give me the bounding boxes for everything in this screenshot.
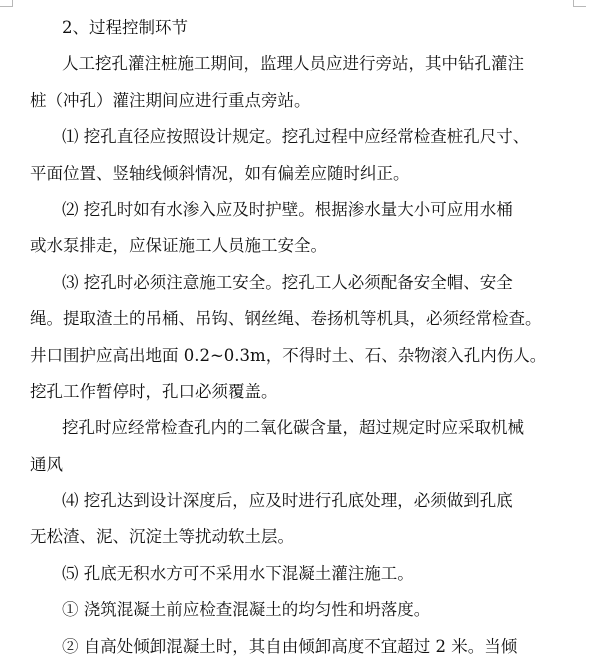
paragraph-line: 挖孔时应经常检查孔内的二氧化碳含量，超过规定时应采取机械 [62, 418, 524, 438]
paragraph-line: 通风 [30, 454, 63, 474]
list-item-line: ⑶ 挖孔时必须注意施工安全。挖孔工人必须配备安全帽、安全 [62, 272, 513, 292]
list-item-line: ① 浇筑混凝土前应检查混凝土的均匀性和坍落度。 [62, 600, 431, 620]
list-item-line: ⑷ 挖孔达到设计深度后，应及时进行孔底处理，必须做到孔底 [62, 491, 513, 511]
page-corner-mark-right [573, 0, 586, 7]
page-corner-mark-left [0, 0, 13, 7]
list-item-line: ⑴ 挖孔直径应按照设计规定。挖孔过程中应经常检查桩孔尺寸、 [62, 127, 530, 147]
paragraph-line: 人工挖孔灌注桩施工期间，监理人员应进行旁站，其中钻孔灌注 [62, 54, 524, 74]
paragraph-line: 桩（冲孔）灌注期间应进行重点旁站。 [30, 90, 311, 110]
section-heading: 2、过程控制环节 [62, 18, 188, 37]
paragraph-line: 无松渣、泥、沉淀土等扰动软土层。 [30, 527, 294, 547]
paragraph-line: 挖孔工作暂停时，孔口必须覆盖。 [30, 381, 278, 401]
paragraph-line: 绳。提取渣土的吊桶、吊钩、钢丝绳、卷扬机等机具，必须经常检查。 [30, 309, 542, 329]
paragraph-line: 或水泵排走，应保证施工人员施工安全。 [30, 236, 327, 256]
paragraph-line: 平面位置、竖轴线倾斜情况，如有偏差应随时纠正。 [30, 163, 410, 183]
list-item-line: ② 自高处倾卸混凝土时，其自由倾卸高度不宜超过 2 米。当倾 [62, 636, 518, 656]
document-body [30, 10, 547, 665]
list-item-line: ⑵ 挖孔时如有水渗入应及时护壁。根据渗水量大小可应用水桶 [62, 199, 513, 219]
paragraph-line: 井口围护应高出地面 0.2~0.3m，不得时土、石、杂物滚入孔内伤人。 [30, 345, 547, 365]
list-item-line: ⑸ 孔底无积水方可不采用水下混凝土灌注施工。 [62, 563, 414, 583]
